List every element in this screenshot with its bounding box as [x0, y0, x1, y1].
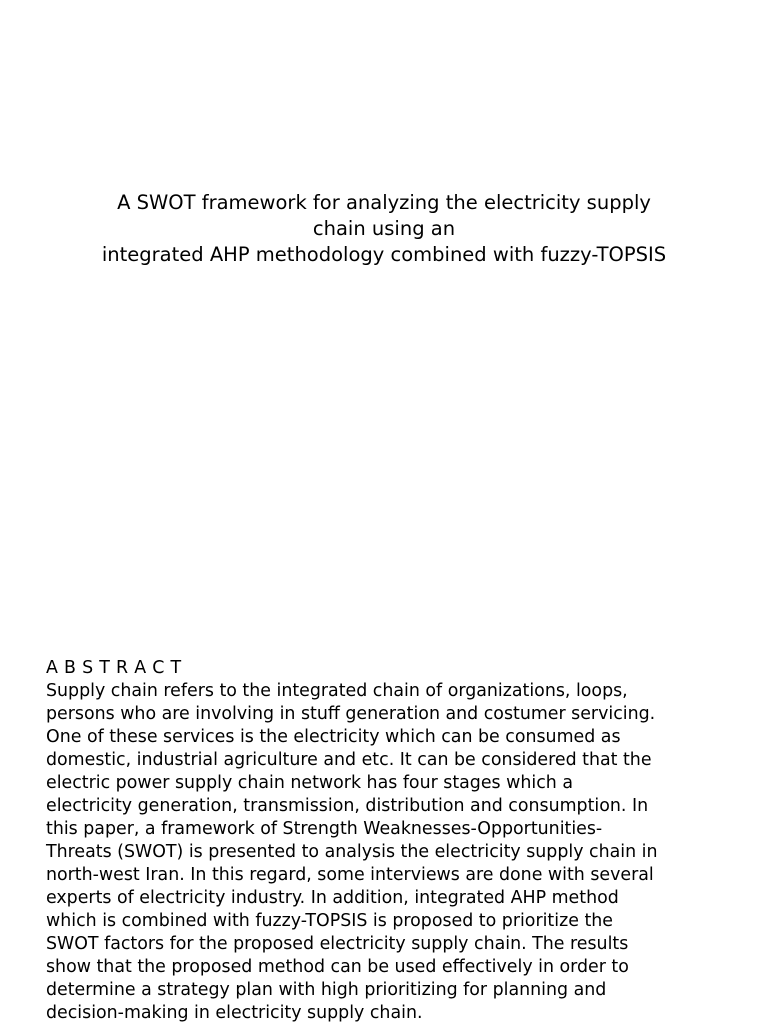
- abstract-line: determine a strategy plan with high prioritizing for planning and: [46, 980, 607, 1000]
- abstract-line: this paper, a framework of Strength Weaknesses-Opportunities-: [46, 819, 603, 839]
- paper-title: [40, 190, 728, 268]
- abstract-line: decision-making in electricity supply chain.: [46, 1003, 423, 1023]
- title-line: A SWOT framework for analyzing the electricity supply: [117, 191, 651, 214]
- abstract-heading: A B S T R A C T: [46, 658, 182, 678]
- abstract-line: SWOT factors for the proposed electricity supply chain. The results: [46, 934, 629, 954]
- abstract-line: electric power supply chain network has four stages which a: [46, 773, 573, 793]
- title-line: chain using an: [312, 217, 456, 240]
- abstract-line: Threats (SWOT) is presented to analysis the electricity supply chain in: [46, 842, 658, 862]
- abstract-line: north-west Iran. In this regard, some interviews are done with several: [46, 865, 654, 885]
- abstract-line: domestic, industrial agriculture and etc. It can be considered that the: [46, 750, 652, 770]
- abstract-line: electricity generation, transmission, distribution and consumption. In: [46, 796, 649, 816]
- title-line: integrated AHP methodology combined with fuzzy-TOPSIS: [101, 243, 667, 266]
- abstract-line: show that the proposed method can be used effectively in order to: [46, 957, 629, 977]
- abstract-line: which is combined with fuzzy-TOPSIS is proposed to prioritize the: [46, 911, 613, 931]
- abstract-line: persons who are involving in stuff generation and costumer servicing.: [46, 704, 656, 724]
- abstract-line: One of these services is the electricity which can be consumed as: [46, 727, 621, 747]
- abstract-line: Supply chain refers to the integrated chain of organizations, loops,: [46, 681, 628, 701]
- abstract-line: experts of electricity industry. In addition, integrated AHP method: [46, 888, 619, 908]
- abstract-section: [46, 657, 756, 1025]
